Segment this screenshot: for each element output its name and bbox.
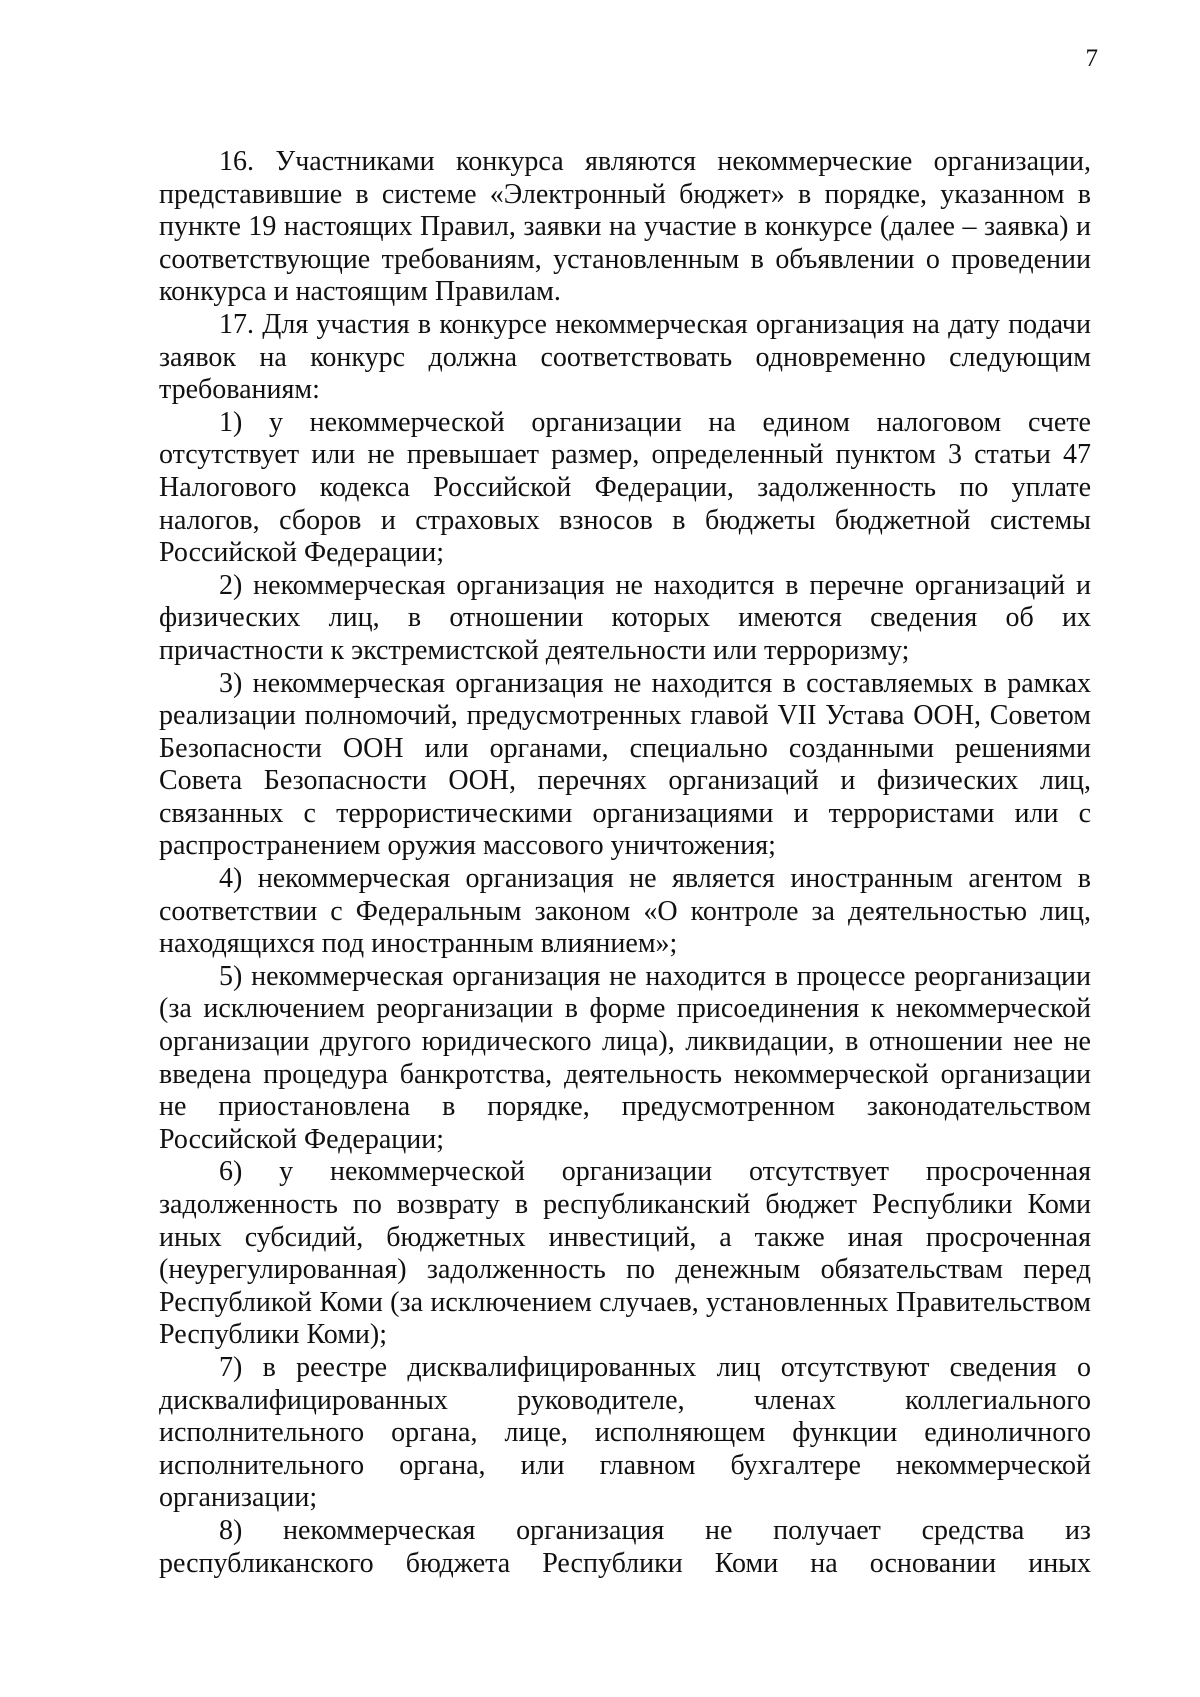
paragraph-16: 16. Участниками конкурса являются некоммерческие организации, представившие в системе «Электронный бюджет» в порядке, указанном в пункте 19 настоящих Правил, заявки на участие в конкурсе (далее – заявка) и соответствующие требованиям, установленным в объявлении о проведении конкурса и настоящим Правилам. bbox=[159, 146, 1091, 308]
page-number: 7 bbox=[1085, 45, 1098, 72]
requirement-5: 5) некоммерческая организация не находится в процессе реорганизации (за исключением реорганизации в форме присоединения к некоммерческой организации другого юридического лица), ликвидации, в отношении нее не введена процедура банкротства, деятельность некоммерческой организации не приостановлена в порядке, предусмотренном законодательством Российской Федерации; bbox=[159, 960, 1091, 1155]
paragraph-17: 17. Для участия в конкурсе некоммерческая организация на дату подачи заявок на конкурс должна соответствовать одновременно следующим требованиям: bbox=[159, 308, 1091, 406]
requirement-8: 8) некоммерческая организация не получает средства из республиканского бюджета Республики Коми на основании иных bbox=[159, 1514, 1091, 1579]
requirement-4: 4) некоммерческая организация не является иностранным агентом в соответствии с Федеральным законом «О контроле за деятельностью лиц, находящихся под иностранным влиянием»; bbox=[159, 863, 1091, 960]
requirement-1: 1) у некоммерческой организации на едином налоговом счете отсутствует или не превышает размер, определенный пунктом 3 статьи 47 Налогового кодекса Российской Федерации, задолженность по уплате налогов, сборов и страховых взносов в бюджеты бюджетной системы Российской Федерации; bbox=[159, 406, 1091, 569]
requirement-6: 6) у некоммерческой организации отсутствует просроченная задолженность по возврату в республиканский бюджет Республики Коми иных субсидий, бюджетных инвестиций, а также иная просроченная (неурегулированная) задолженность по денежным обязательствам перед Республикой Коми (за исключением случаев, установленных Правительством Республики Коми); bbox=[159, 1156, 1091, 1351]
requirement-2: 2) некоммерческая организация не находится в перечне организаций и физических лиц, в отношении которых имеются сведения об их причастности к экстремистской деятельности или терроризму; bbox=[159, 569, 1091, 666]
requirement-3: 3) некоммерческая организация не находится в составляемых в рамках реализации полномочий, предусмотренных главой VII Устава ООН, Советом Безопасности ООН или органами, специально созданными решениями Совета Безопасности ООН, перечнях организаций и физических лиц, связанных с террористическими организациями и террористами или с распространением оружия массового уничтожения; bbox=[159, 667, 1091, 862]
requirement-7: 7) в реестре дисквалифицированных лиц отсутствуют сведения о дисквалифицированных руководителе, членах коллегиального исполнительного органа, лице, исполняющем функции единоличного исполнительного органа, или главном бухгалтере некоммерческой организации; bbox=[159, 1351, 1091, 1514]
document-body bbox=[159, 146, 1091, 1580]
